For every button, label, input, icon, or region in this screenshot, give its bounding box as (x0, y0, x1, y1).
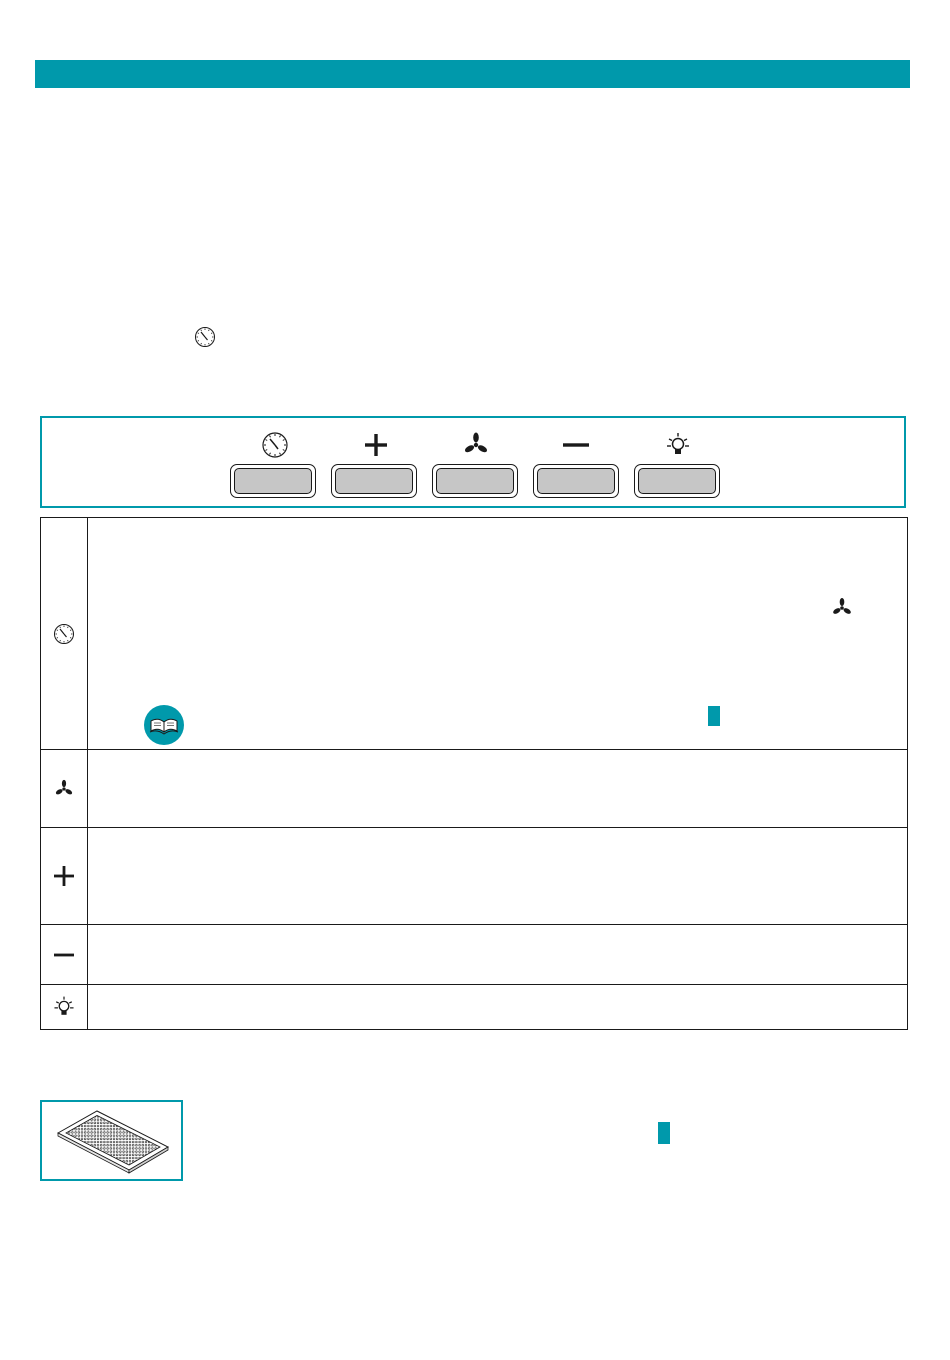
book-note-icon (143, 704, 185, 746)
table-row (41, 518, 908, 750)
table-row (41, 925, 908, 985)
light-bulb-icon (51, 994, 77, 1020)
grease-filter-icon (42, 1102, 181, 1179)
plus-icon (361, 430, 391, 460)
light-bulb-icon (663, 430, 693, 460)
legend-description-cell (88, 828, 908, 925)
table-row (41, 750, 908, 828)
table-row (41, 828, 908, 925)
light-button[interactable] (634, 464, 720, 498)
legend-description-cell (88, 518, 908, 750)
header-bar (35, 60, 910, 88)
filter-illustration-frame (40, 1100, 183, 1181)
minus-icon (52, 943, 76, 967)
fan-icon (53, 778, 75, 800)
plus-button[interactable] (331, 464, 417, 498)
legend-icon-cell (41, 985, 88, 1030)
legend-icon-cell (41, 750, 88, 828)
table-row (41, 985, 908, 1030)
legend-icon-cell (41, 518, 88, 750)
section-marker (708, 706, 720, 726)
legend-description-cell (88, 985, 908, 1030)
legend-description-cell (88, 750, 908, 828)
fan-button[interactable] (432, 464, 518, 498)
fan-icon (461, 430, 491, 460)
control-panel (40, 416, 906, 508)
plus-icon (52, 864, 76, 888)
minus-icon (561, 430, 591, 460)
function-legend-table (40, 517, 908, 1030)
fan-icon (830, 596, 854, 620)
clock-icon (194, 326, 216, 348)
minus-button[interactable] (533, 464, 619, 498)
clock-icon (260, 430, 290, 460)
legend-description-cell (88, 925, 908, 985)
clock-icon (53, 623, 75, 645)
section-marker (658, 1122, 670, 1144)
legend-icon-cell (41, 828, 88, 925)
legend-icon-cell (41, 925, 88, 985)
timer-button[interactable] (230, 464, 316, 498)
